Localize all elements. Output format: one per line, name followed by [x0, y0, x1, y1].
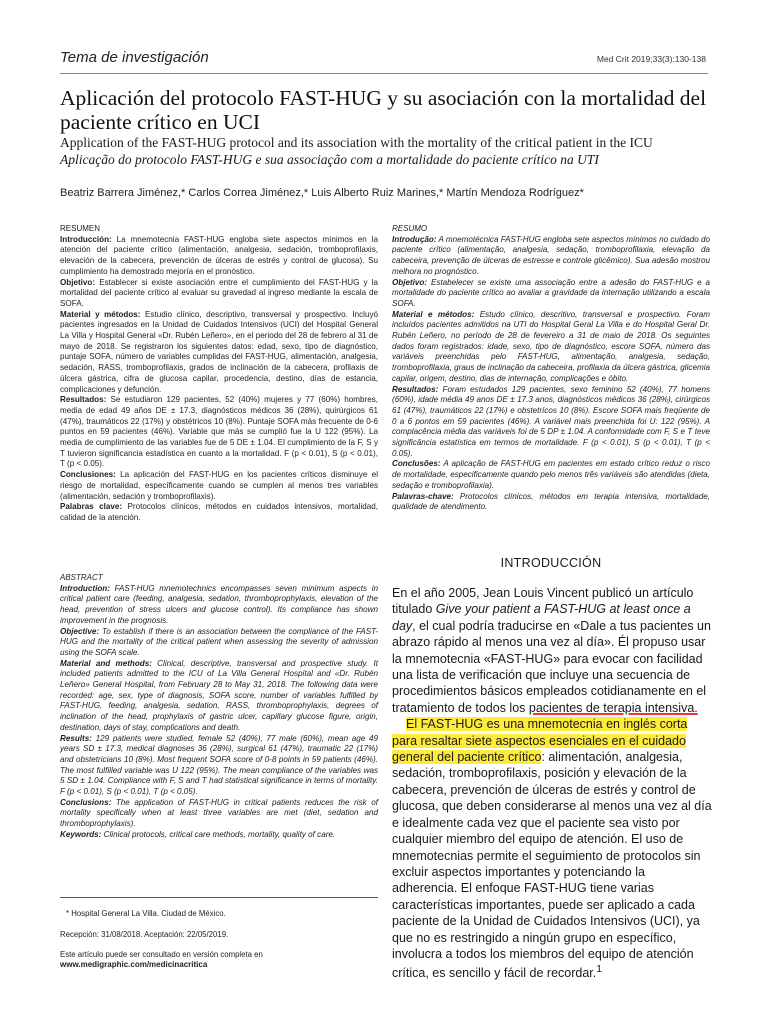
resumen-section	[60, 224, 378, 524]
journal-url-link[interactable]: www.medigraphic.com/medicinacritica	[60, 960, 208, 969]
journal-reference: Med Crit 2019;33(3):130-138	[596, 54, 706, 64]
abstract-results: Results: 129 patients were studied, female 52 (40%), 77 male (60%), mean age 49 years SD ± 17.3, medical diagnoses 36 (28%), surgical 61 (47%), traumatic 22 (17%) and obstetricians 10 (8%). Most frequent SOFA score of 0-8 points in 59 patients (46%). The most fulfilled variable was U 122 (95%). The mean compliance of the variables was 5 SD ± 1.04. Compliance with F, S and T had statistical significance in terms of mortality. F (p < 0.01), S (p < 0.01), T (p < 0.05).	[60, 733, 378, 797]
abstract-keywords: Keywords: Clinical protocols, critical care methods, mortality, quality of care.	[60, 829, 336, 839]
article-title-english: Application of the FAST-HUG protocol and its association with the mortality of the critical patient in the ICU	[60, 135, 653, 150]
affiliation-footnote: * Hospital General La Villa. Ciudad de México.	[66, 909, 226, 918]
introduction-body	[392, 585, 712, 982]
resumo-section	[392, 224, 710, 513]
resumen-conclusions: Conclusiones: La aplicación del FAST-HUG en los pacientes críticos disminuye el riesgo de mortalidad, específicamente cuando se cumplen al menos tres variables (alimentación, sedación y tromboprofilaxis).	[60, 470, 378, 501]
resumo-conclusions: Conclusões: A aplicação de FAST-HUG em pacientes em estado crítico reduz o risco de mortalidade, especificamente quando pelo menos três variáveis são atendidas (dieta, sedação e tromboprofilaxia).	[392, 459, 710, 490]
highlighted-phrase: El FAST-HUG es una mnemotecnia en inglés corta para resaltar siete aspectos esenciales en el cuidado general del paciente crítico	[392, 717, 688, 765]
footnote-divider	[60, 897, 378, 898]
intro-paragraph-2: El FAST-HUG es una mnemotecnia en inglés corta para resaltar siete aspectos esenciales en el cuidado general del paciente crítico: alimentación, analgesia, sedación, tromboprofilaxis, posición y elevación de la cabecera, prevención de úlceras de estrés y control de glucosa, que deben considerarse al menos una vez al día e idealmente cada vez que el paciente sea visto por cualquier miembro del equipo de atención. El uso de mnemotecnias permite el seguimiento de protocolos sin excluir aspectos importantes y potenciando la adherencia. El enfoque FAST-HUG tiene varias características importantes, puede ser aplicado a cada paciente de la Unidad de Cuidados Intensivos (UCI), ya que no es restringido a ningún grupo en específico, involucra a todos los miembros del equipo de atención crítica, es sencillo y fácil de recordar.$^1$	[392, 717, 712, 981]
section-label: Tema de investigación	[60, 49, 209, 66]
resumen-introduction: Introducción: La mnemotecnia FAST-HUG engloba siete aspectos mínimos en la atención del paciente crítico (alimentación, analgesia, sedación, tromboprofilaxis, elevación de la cabecera, prevención de úlceras de estrés y control de glucosa). Su cumplimiento ha demostrado mejoría en el pronóstico.	[60, 234, 378, 276]
resumen-methods: Material y métodos: Estudio clínico, descriptivo, transversal y prospectivo. Incluyó pacientes ingresados en la Unidad de Cuidados Intensivos (UCI) del Hospital General La Villa y Hospital General «Dr. Rubén Leñero», en el periodo del 28 de febrero al 31 de mayo de 2018. Se registraron los siguientes datos: edad, sexo, tipo de diagnóstico, puntaje SOFA, número de variables cumplidas del FAST-HUG, alimentación, analgesia, sedación, RASS, tromboprofilaxis, grados de inclinación de la cabecera, profilaxis de úlcera gástrica, cifra de glucosa capilar, procedencia, destino, días de estancia, complicaciones y defunción.	[60, 309, 378, 394]
resumen-objective: Objetivo: Establecer si existe asociación entre el cumplimiento del FAST-HUG y la mortalidad del paciente crítico al evaluar su gravedad al ingreso mediante la escala de SOFA.	[60, 277, 378, 308]
resumo-introduction: Introdução: A mnemotécnica FAST-HUG engloba sete aspectos mínimos no cuidado do paciente crítico (alimentação, analgesia, sedação, tromboprofilaxia, elevação da cabeceira, prevenção de úlceras de estresse e controle glicêmico). Sua adesão mostrou melhora no prognóstico.	[392, 234, 710, 276]
resumen-keywords: Palabras clave: Protocolos clínicos, métodos en cuidados intensivos, mortalidad, calidad de la atención.	[60, 502, 378, 522]
online-availability-note: Este artículo puede ser consultado en versión completa en www.medigraphic.com/medicinacritica	[60, 950, 378, 970]
abstract-label: ABSTRACT	[60, 573, 103, 582]
header-divider	[60, 73, 708, 74]
resumo-keywords: Palavras-chave: Protocolos clínicos, métodos em terapia intensiva, mortalidade, qualidade de atendimento.	[392, 491, 710, 512]
underlined-phrase: pacientes de terapia intensiva.	[528, 700, 698, 715]
resumo-label: RESUMO	[392, 224, 428, 233]
received-accepted-dates: Recepción: 31/08/2018. Aceptación: 22/05/2019.	[60, 930, 229, 939]
abstract-introduction: Introduction: FAST-HUG mnemotechnics encompasses seven minimum aspects in critical patient care (feeding, analgesia, sedation, thromboprophylaxis, elevation of the head, prevention of stress ulcers and glucose control). Its compliance has shown improvement in the prognosis.	[60, 583, 378, 625]
resumo-results: Resultados: Foram estudados 129 pacientes, sexo feminino 52 (40%), 77 homens (60%), idade média 49 anos DE ± 17.3 anos, diagnósticos médicos 36 (28%), cirúrgicos 61 (47%), traumáticos 22 (17%) e obstetrícos 10 (8%). Escore SOFA mais freqüente de 0 a 6 pontos em 59 pacientes (46%). A variável mais preenchida foi U: 122 (95%). A complacência média das variáveis foi de 5 DP ± 1.04. A conformidade com F, S e T teve significância estatística em termos de mortalidade. F (p < 0.01), S (p < 0.01), T (p < 0.05).	[392, 384, 710, 458]
author-list: Beatriz Barrera Jiménez,* Carlos Correa Jiménez,* Luis Alberto Ruiz Marines,* Martín Mendoza Rodríguez*	[60, 187, 584, 199]
abstract-objective: Objective: To establish if there is an association between the compliance of the FAST-HUG and the mortality of the critical patient when assessing the severity of admission using the SOFA scale.	[60, 626, 378, 657]
introduction-heading: INTRODUCCIÓN	[500, 556, 602, 570]
article-title-portuguese: Aplicação do protocolo FAST-HUG e sua associação com a mortalidade do paciente crítico na UTI	[60, 152, 599, 167]
abstract-conclusions: Conclusions: The application of FAST-HUG in critical patients reduces the risk of mortality specifically when at least three variables are met (diet, sedation and thromboprophylaxis).	[60, 797, 378, 829]
intro-paragraph-1: En el año 2005, Jean Louis Vincent publicó un artículo titulado Give your patient a FAST-HUG at least once a day, el cual podría traducirse en «Dale a tus pacientes un abrazo rápido al menos una vez al día». Él propuso usar la mnemotecnia «FAST-HUG» para evocar con facilidad una lista de verificación que incluye una secuencia de procedimientos básicos empleados cotidianamente en el tratamiento de todos los pacientes de terapia intensiva.	[392, 586, 711, 715]
abstract-section	[60, 573, 378, 841]
resumo-methods: Material e métodos: Estudo clínico, descritivo, transversal e prospectivo. Foram incluídos pacientes admitidos na UTI do Hospital Geral La Villa e do Hospital Geral Dr. Rubén Leñero, no período de 28 de fevereiro a 31 de maio de 2018. Os seguintes dados foram registrados: idade, sexo, tipo de diagnóstico, escore SOFA, número das variáveis preenchidas pelo FAST-HUG, alimentação, analgesia, sedação, tromboprofilaxia, graus de inclinação da cabeceira, profilaxia da úlcera gástrica, glicemia capilar, origem, destino, dias de internação, complicações e óbito.	[392, 309, 711, 383]
resumen-results: Resultados: Se estudiaron 129 pacientes, 52 (40%) mujeres y 77 (60%) hombres, media de edad 49 años DE ± 17.3, diagnósticos médicos 36 (28%), quirúrgicos 61 (47%), traumáticos 22 (17%) y obstétricos 10 (8%). Puntaje SOFA más frecuente de 0-6 puntos en 59 pacientes (46%). Variable que más se cumplió fue la U 122 (95%). La media de cumplimiento de las variables fue de 5 DE ± 1.04. El cumplimiento de la F, S y T tuvieron significancia estadística en cuanto a la mortalidad. F (p < 0.01), S (p < 0.01), T (p < 0.05).	[60, 395, 378, 469]
abstract-methods: Material and methods: Clinical, descriptive, transversal and prospective study. It included patients admitted to the ICU of La Villa General Hospital and «Dr. Rubén Leñero» General Hospital, from February 28 to May 31, 2018. The following data were recorded: age, sex, type of diagnosis, SOFA score, number of variables fulfilled by FAST-HUG, feeding, analgesia, sedation, RASS, thromboprophylaxis, degrees of inclination of the head, prophylaxis of gastric ulcer, capillary glucose figure, origin, destination, days of stay, complications and death.	[60, 658, 378, 732]
article-title: Aplicación del protocolo FAST-HUG y su asociación con la mortalidad del paciente crítico en UCI	[60, 86, 707, 134]
resumen-label: RESUMEN	[60, 224, 101, 233]
resumo-objective: Objetivo: Estabelecer se existe uma associação entre a adesão do FAST-HUG e a mortalidade do paciente crítico ao avaliar a gravidade da internação utilizando a escala SOFA.	[392, 277, 710, 308]
